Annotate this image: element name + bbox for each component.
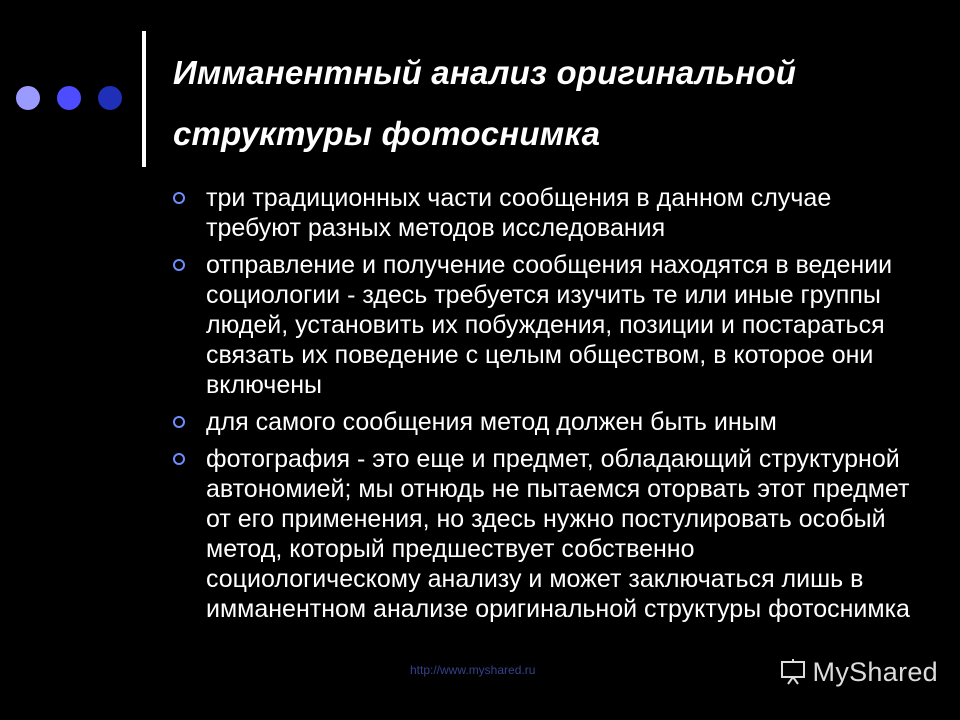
- slide-title-line-2: структуры фотоснимка: [173, 115, 601, 152]
- slide-title: [173, 42, 933, 164]
- bullet-ring-icon: [173, 453, 185, 465]
- bullet-text: три традиционных части сообщения в данном случае требуют разных методов исследования: [206, 184, 832, 242]
- bullet-ring-icon: [173, 416, 185, 428]
- bullet-text: фотография - это еще и предмет, обладающий структурной автономией; мы отнюдь не пытаемся оторвать этот предмет от его применения, но здесь нужно постулировать особый метод, который предшествует собственно социологическому анализу и может заключаться лишь в имманентном анализе оригинальной структуры фотоснимка: [206, 445, 910, 623]
- dot-icon-1: [16, 86, 40, 110]
- decorative-dots: [16, 86, 126, 112]
- dot-icon-2: [57, 86, 81, 110]
- bullet-text: отправление и получение сообщения находятся в ведении социологии - здесь требуется изучить те или иные группы людей, установить их побуждения, позиции и постараться связать их поведение с целым обществом, в которое они включены: [206, 251, 893, 399]
- presentation-board-icon: [779, 658, 807, 686]
- bullet-item: [172, 444, 912, 624]
- bullet-item: [172, 183, 912, 243]
- brand-name: MyShared: [812, 657, 938, 687]
- title-vertical-rule: [142, 31, 146, 167]
- bullet-list: [172, 183, 912, 631]
- bullet-ring-icon: [173, 192, 185, 204]
- dot-icon-3: [98, 86, 122, 110]
- watermark-url[interactable]: http://www.myshared.ru: [410, 663, 536, 677]
- brand-logo[interactable]: [779, 657, 938, 687]
- bullet-item: [172, 407, 912, 437]
- bullet-item: [172, 250, 912, 400]
- bullet-text: для самого сообщения метод должен быть иным: [206, 408, 777, 436]
- bullet-ring-icon: [173, 259, 185, 271]
- slide-title-line-1: Имманентный анализ оригинальной: [173, 54, 797, 91]
